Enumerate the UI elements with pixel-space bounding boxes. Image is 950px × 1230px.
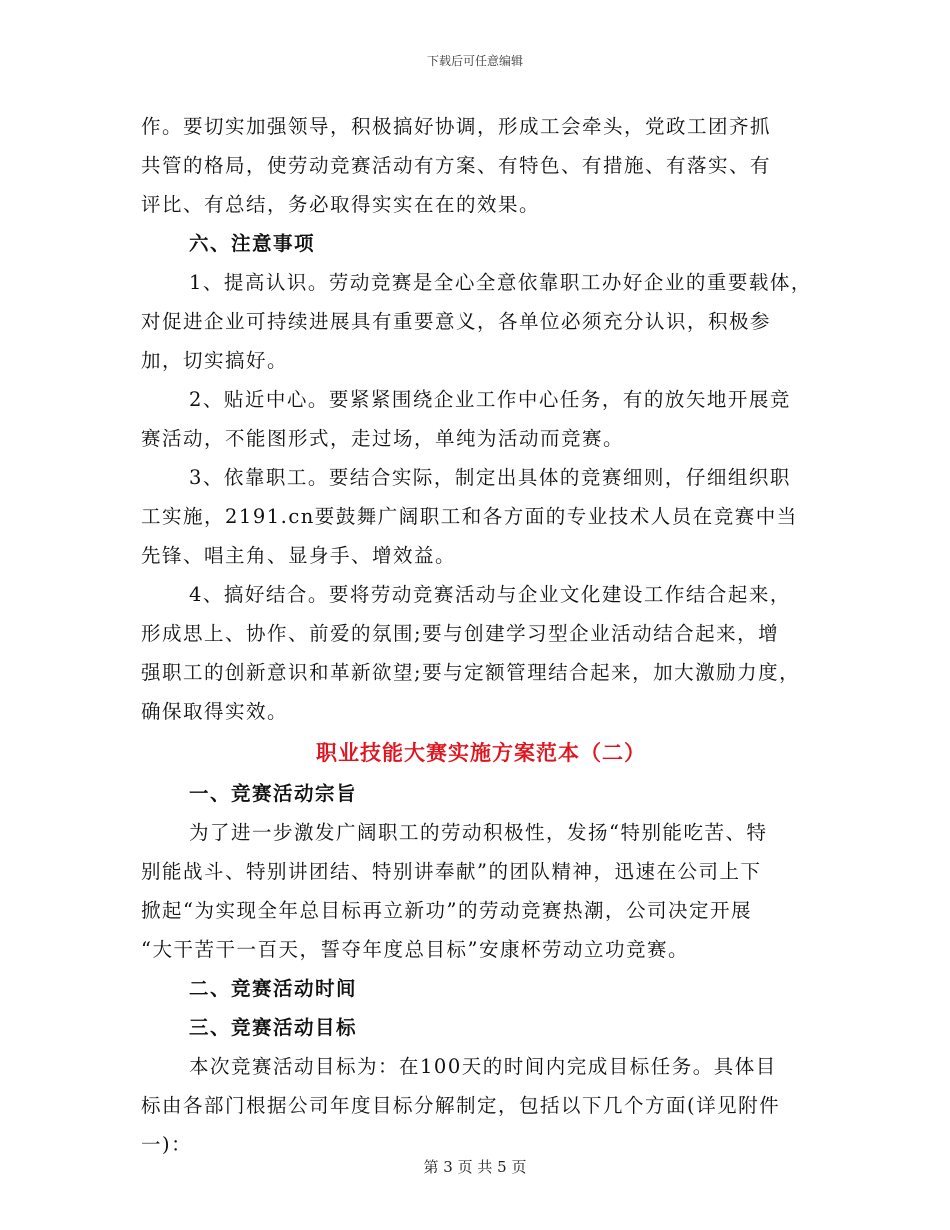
paragraph-line: 4、搞好结合。要将劳动竞赛活动与企业文化建设工作结合起来， <box>189 583 791 606</box>
paragraph-line: 2、贴近中心。要紧紧围绕企业工作中心任务，有的放矢地开展竞 <box>189 388 791 411</box>
paragraph-line: 一)： <box>141 1133 193 1156</box>
paragraph-line: 赛活动，不能图形式，走过场，单纯为活动而竞赛。 <box>141 427 625 450</box>
document-body <box>141 107 821 1164</box>
page-header: 下载后可任意编辑 <box>426 54 523 68</box>
paragraph-line: 1、提高认识。劳动竞赛是全心全意依靠职工办好企业的重要载体， <box>189 271 812 294</box>
section-heading-goal: 三、竞赛活动目标 <box>189 1016 358 1039</box>
paragraph-line: 对促进企业可持续进展具有重要意义，各单位必须充分认识，积极参 <box>141 310 772 333</box>
paragraph-line: 共管的格局，使劳动竞赛活动有方案、有特色、有措施、有落实、有 <box>141 154 772 177</box>
section-heading-precautions: 六、注意事项 <box>189 232 316 255</box>
page-footer: 第 3 页 共 5 页 <box>423 1158 527 1176</box>
paragraph-line: 为了进一步激发广阔职工的劳动积极性，发扬“特别能吃苦、特 <box>189 821 768 844</box>
paragraph-line: 强职工的创新意识和革新欲望;要与定额管理结合起来，加大激励力度， <box>141 661 801 684</box>
paragraph-line: 先锋、唱主角、显身手、增效益。 <box>141 544 457 567</box>
paragraph-line: “大干苦干一百天，誓夺年度总目标”安康杯劳动立功竞赛。 <box>141 938 689 961</box>
paragraph-line: 加，切实搞好。 <box>141 349 289 372</box>
paragraph-line: 标由各部门根据公司年度目标分解制定，包括以下几个方面(详见附件 <box>141 1094 781 1117</box>
paragraph-line: 确保取得实效。 <box>141 700 289 723</box>
paragraph-line: 工实施，2191.cn要鼓舞广阔职工和各方面的专业技术人员在竞赛中当 <box>141 505 798 528</box>
paragraph-line: 本次竞赛活动目标为：在100天的时间内完成目标任务。具体目 <box>189 1055 777 1078</box>
section-heading-time: 二、竞赛活动时间 <box>189 977 358 1000</box>
paragraph-line: 评比、有总结，务必取得实实在在的效果。 <box>141 193 541 216</box>
paragraph-line: 作。要切实加强领导，积极搞好协调，形成工会牵头，党政工团齐抓 <box>141 115 772 138</box>
paragraph-line: 3、依靠职工。要结合实际，制定出具体的竞赛细则，仔细组织职 <box>189 466 791 489</box>
paragraph-line: 掀起“为实现全年总目标再立新功”的劳动竞赛热潮，公司决定开展 <box>141 899 752 922</box>
section-heading-purpose: 一、竞赛活动宗旨 <box>189 782 358 805</box>
document-section-title: 职业技能大赛实施方案范本（二） <box>316 740 646 765</box>
paragraph-line: 形成思上、协作、前爱的氛围;要与创建学习型企业活动结合起来，增 <box>141 622 780 645</box>
paragraph-line: 别能战斗、特别讲团结、特别讲奉献”的团队精神，迅速在公司上下 <box>141 860 762 883</box>
